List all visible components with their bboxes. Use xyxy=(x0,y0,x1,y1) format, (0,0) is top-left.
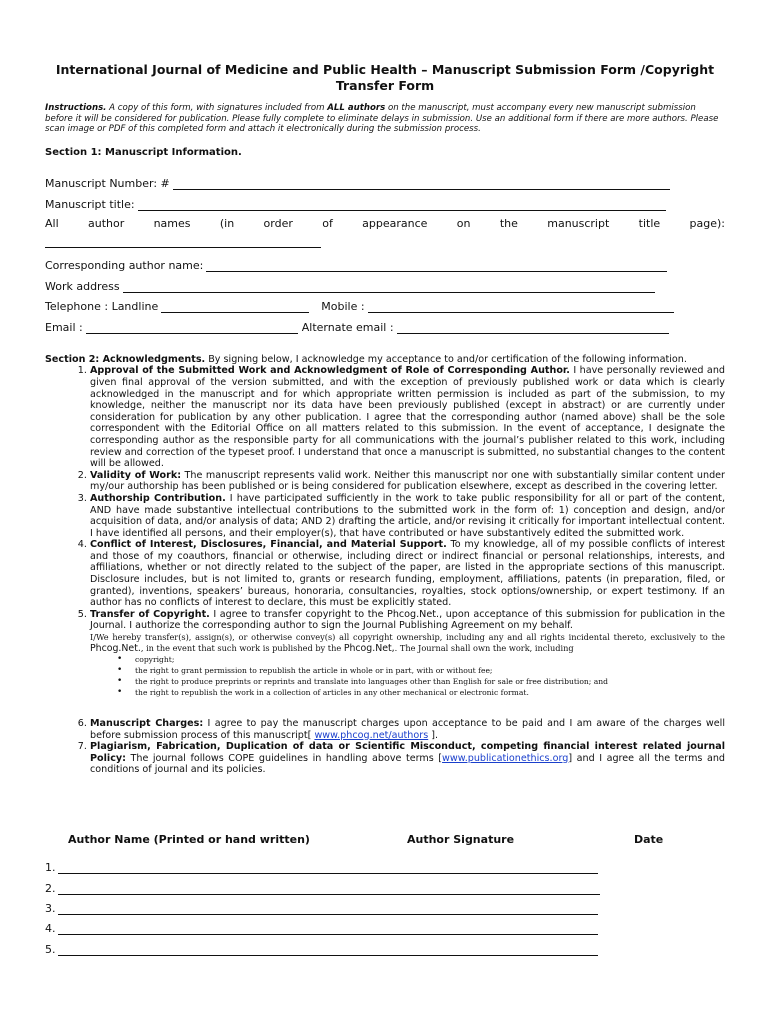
section2 xyxy=(45,354,725,776)
all-authors-word: title xyxy=(638,216,661,230)
row-number: 4. xyxy=(45,922,56,935)
row-number: 1. xyxy=(45,861,56,874)
list-item xyxy=(90,609,725,718)
instructions-text-2: on the manuscript, must accompany every new manuscript submission before it will be considered for publication. Please fully complete to eliminate delays in submission. Use an additional form if there are more authors. Please scan image or PDF of this completed form and attach it electronically during the submission process. xyxy=(45,103,719,135)
email-field[interactable] xyxy=(45,313,725,334)
item-text-end: ]. xyxy=(428,729,439,741)
list-item: • the right to produce preprints or reprints and translate into languages other than English for sale or free distribution; and xyxy=(135,676,725,687)
section2-heading: Section 2: Acknowledgments. xyxy=(45,353,206,365)
all-authors-line[interactable] xyxy=(45,237,321,248)
form-title: International Journal of Medicine and Public Health – Manuscript Submission Form /Copyright Transfer Form xyxy=(55,62,715,93)
manuscript-title-label: Manuscript title: xyxy=(45,197,135,211)
publicationethics-link[interactable]: www.publicationethics.org xyxy=(442,752,569,764)
telephone-line[interactable] xyxy=(161,302,309,313)
row-number: 5. xyxy=(45,943,56,956)
item-text: The manuscript represents valid work. Neither this manuscript nor one with substantially similar content under my/our authorship has been published or is being considered for publication elsewhere, except as described in the covering letter. xyxy=(90,469,725,493)
alternate-email-line[interactable] xyxy=(397,323,669,334)
signature-row-4[interactable] xyxy=(45,922,598,935)
item-title: Authorship Contribution. xyxy=(90,492,226,504)
telephone-label: Telephone : Landline xyxy=(45,300,159,314)
all-authors-word: All xyxy=(45,216,59,230)
instructions-label: Instructions. xyxy=(45,103,107,113)
instructions-bold: ALL authors xyxy=(327,103,386,113)
list-item xyxy=(90,539,725,609)
corresponding-author-label: Corresponding author name: xyxy=(45,259,204,273)
form-page xyxy=(45,62,725,776)
all-authors-word: order xyxy=(263,216,293,230)
manuscript-number-field[interactable] xyxy=(45,170,725,191)
transfer-text-2: , in the event that such work is published by the xyxy=(140,643,344,654)
item-title: Validity of Work: xyxy=(90,469,182,481)
signature-row-3[interactable] xyxy=(45,902,598,915)
acknowledgment-list xyxy=(45,365,725,776)
all-authors-word: manuscript xyxy=(547,216,610,230)
item-title: Manuscript Charges: xyxy=(90,718,204,730)
transfer-text-3: . The Journal shall own the work, including xyxy=(394,643,574,654)
section2-intro-text: By signing below, I acknowledge my acceptance to and/or certification of the following information. xyxy=(205,353,687,365)
list-item xyxy=(90,470,725,493)
all-authors-word: author xyxy=(87,216,125,230)
email-line[interactable] xyxy=(86,323,298,334)
all-authors-word: page): xyxy=(689,216,725,230)
all-authors-word: of xyxy=(322,216,333,230)
corresponding-author-line[interactable] xyxy=(206,261,667,272)
list-item xyxy=(90,365,725,469)
all-authors-word: on xyxy=(456,216,471,230)
list-item xyxy=(90,493,725,539)
item-text-end: ] and I agree all the terms and conditions of journal and its policies. xyxy=(90,752,725,776)
list-item xyxy=(90,718,725,741)
signature-row-5[interactable] xyxy=(45,943,598,956)
phcog-authors-link[interactable]: www.phcog.net/authors xyxy=(314,729,429,741)
item-text: I agree to pay the manuscript charges upon acceptance to be paid and I am aware of the charges well before submission process of this manuscript[ xyxy=(90,718,726,741)
manuscript-number-line[interactable] xyxy=(173,179,670,190)
row-number: 2. xyxy=(45,882,56,895)
list-item: • the right to grant permission to republish the article in whole or in part, with or without fee; xyxy=(135,665,725,676)
list-item xyxy=(90,741,725,776)
all-authors-word: appearance xyxy=(362,216,428,230)
manuscript-title-line[interactable] xyxy=(138,200,666,211)
row-number: 3. xyxy=(45,902,56,915)
item-text: I agree to transfer copyright to the Phcog.Net., upon acceptance of this submission for publication in the Journal. I authorize the corresponding author to sign the Journal Publishing Agreement on my behalf. xyxy=(90,608,725,632)
author-name-header: Author Name (Printed or hand written) xyxy=(68,833,310,846)
signature-line[interactable] xyxy=(58,863,598,874)
all-authors-word: names xyxy=(153,216,191,230)
all-authors-word: the xyxy=(499,216,518,230)
item-text: To my knowledge, all of my possible conflicts of interest and those of my coauthors, financial or otherwise, including direct or indirect financial or personal relationships, interests, and affiliations, whether or not directly related to the subject of the paper, are listed in the appropriate sections of this manuscript. Disclosure includes, but is not limited to, grants or research funding, employment, affiliations, patents (in preparation, filed, or granted), inventions, speakers’ bureaus, honoraria, consultancies, royalties, stock options/ownership, or expert testimony. If an author has no conflicts of interest to declare, this must be explicitly stated. xyxy=(90,539,725,609)
transfer-phcog: Phcog.Net. xyxy=(90,643,141,655)
telephone-field[interactable] xyxy=(45,293,725,314)
all-authors-word: (in xyxy=(219,216,235,230)
signature-line[interactable] xyxy=(58,924,598,935)
signature-line[interactable] xyxy=(58,884,600,895)
transfer-phcog-2: Phcog.Net, xyxy=(343,643,395,655)
corresponding-author-field[interactable] xyxy=(45,252,725,273)
work-address-label: Work address xyxy=(45,279,120,293)
signature-row-2[interactable] xyxy=(45,882,600,895)
manuscript-number-label: Manuscript Number: # xyxy=(45,177,170,191)
item-title: Conflict of Interest, Disclosures, Financial, and Material Support. xyxy=(90,539,447,551)
item-title: Plagiarism, Fabrication, Duplication of data or Scientific Misconduct, competing financial interest related journal Policy: xyxy=(90,741,725,764)
mobile-line[interactable] xyxy=(368,302,674,313)
list-item: • copyright; xyxy=(135,654,725,665)
section2-intro xyxy=(45,354,725,366)
rights-list xyxy=(135,654,725,698)
author-signature-header: Author Signature xyxy=(407,833,515,846)
mobile-label: Mobile : xyxy=(321,300,365,314)
all-authors-field[interactable] xyxy=(45,230,725,248)
date-header: Date xyxy=(634,833,664,846)
instructions xyxy=(45,103,725,135)
section1-heading: Section 1: Manuscript Information. xyxy=(45,146,242,158)
instructions-text: A copy of this form, with signatures included from xyxy=(106,103,328,113)
signature-line[interactable] xyxy=(58,904,598,915)
transfer-text: I/We hereby transfer(s), assign(s), or otherwise convey(s) all copyright ownership, including any and all rights incidental thereto, exclusively to the xyxy=(90,632,725,643)
item-text: The journal follows COPE guidelines in handling above terms [ xyxy=(125,752,443,764)
signature-line[interactable] xyxy=(58,945,598,956)
work-address-line[interactable] xyxy=(123,282,655,293)
manuscript-title-field[interactable] xyxy=(45,190,725,211)
list-item: • the right to republish the work in a collection of articles in any other mechanical or electronic format. xyxy=(135,687,725,698)
alternate-email-label: Alternate email : xyxy=(301,320,394,334)
transfer-statement xyxy=(90,632,725,654)
work-address-field[interactable] xyxy=(45,272,725,293)
item-title: Approval of the Submitted Work and Acknowledgment of Role of Corresponding Author. xyxy=(90,365,570,377)
item-text: I have personally reviewed and given final approval of the version submitted, and with the exception of previously published work or data which is clearly acknowledged in the manuscript and for which appropriate written permission is included as part of the submission, to my knowledge, neither the manuscript nor its data have been previously published (except in abstract) or are currently under consideration for publication by any other publication. I agree that the corresponding author (named above) shall be the sole correspondent with the Editorial Office on all matters related to this submission. In the event of acceptance, I designate the corresponding author as the responsible party for all communications with the journal’s publisher related to this work, including review and correction of the typeset proof. I understand that once a manuscript is submitted, no substantial changes to the content will be allowed. xyxy=(90,365,725,470)
signature-row-1[interactable] xyxy=(45,861,598,874)
item-title: Transfer of Copyright. xyxy=(90,608,210,620)
all-authors-label xyxy=(45,217,725,230)
item-text: I have participated sufficiently in the work to take public responsibility for all or part of the content, AND have made substantive intellectual contributions to the submitted work in the form of: 1) conception and design, and/or acquisition of data, and/or analysis of data; AND 2) drafting the article, and/or revising it critically for important intellectual content. I have identified all persons, and their employer(s), that have contributed or have substantively edited the submitted work. xyxy=(90,492,725,539)
email-label: Email : xyxy=(45,320,83,334)
